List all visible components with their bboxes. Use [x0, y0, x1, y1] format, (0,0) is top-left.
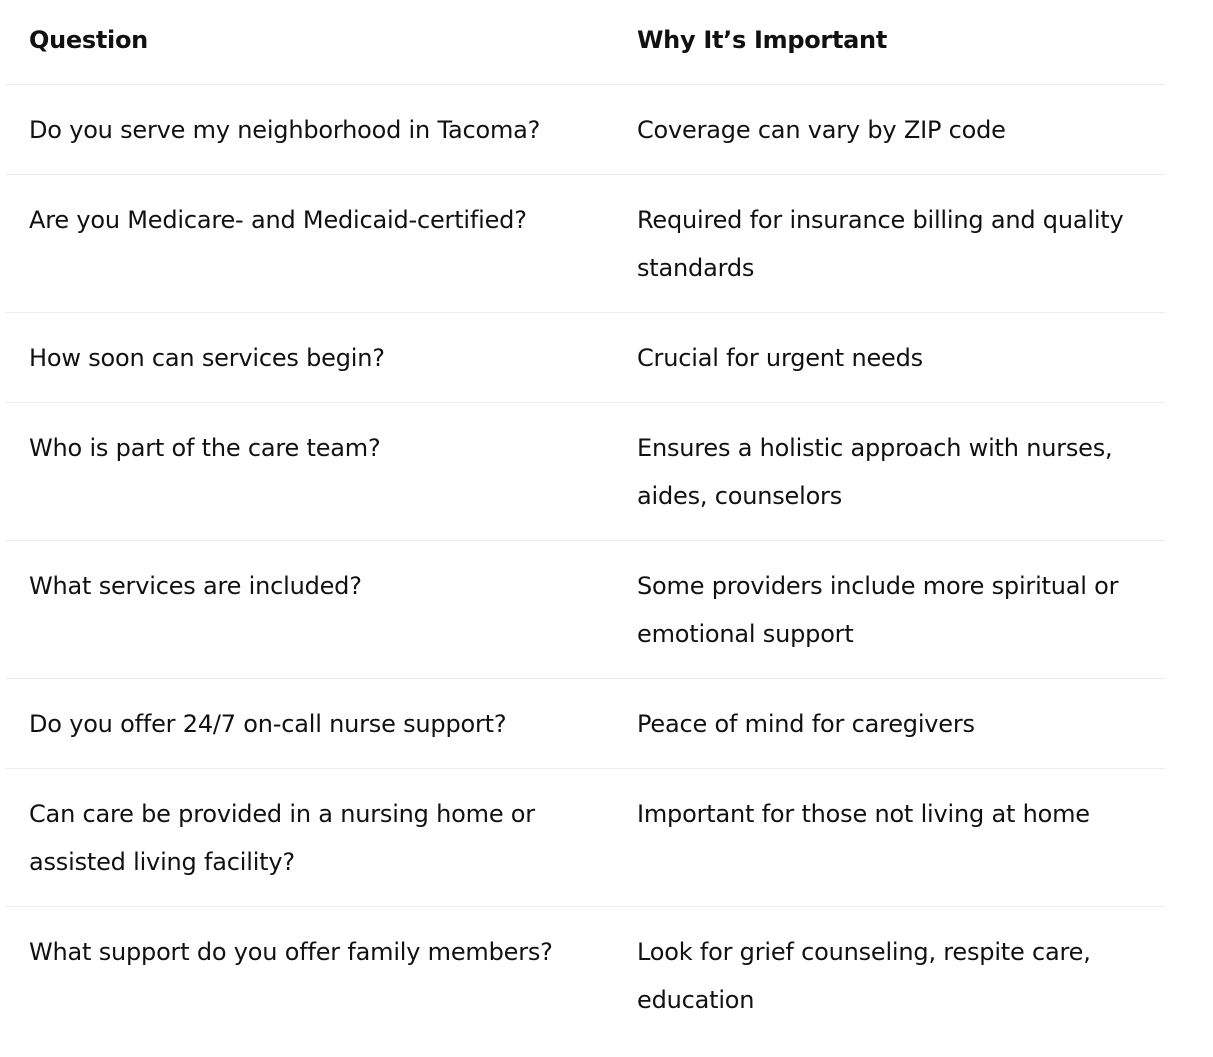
question-cell: What support do you offer family members? — [29, 938, 553, 966]
header-question: Question — [29, 26, 148, 54]
question-cell: What services are included? — [29, 572, 362, 600]
table-row — [5, 769, 1165, 907]
why-cell: Coverage can vary by ZIP code — [637, 116, 1006, 144]
table-row — [5, 313, 1165, 403]
questions-table — [5, 0, 1165, 1045]
why-cell: Required for insurance billing and quality standards — [637, 206, 1124, 282]
table-row — [5, 175, 1165, 313]
why-cell: Important for those not living at home — [637, 800, 1090, 828]
table-row — [5, 85, 1165, 175]
why-cell: Some providers include more spiritual or emotional support — [637, 572, 1119, 648]
table-row — [5, 679, 1165, 769]
question-cell: Who is part of the care team? — [29, 434, 381, 462]
why-cell: Peace of mind for caregivers — [637, 710, 975, 738]
why-cell: Look for grief counseling, respite care, education — [637, 938, 1091, 1014]
table-row — [5, 541, 1165, 679]
table-header-row — [5, 0, 1165, 85]
table-row — [5, 403, 1165, 541]
question-cell: Do you serve my neighborhood in Tacoma? — [29, 116, 541, 144]
header-why-important: Why It’s Important — [637, 26, 887, 54]
question-cell: How soon can services begin? — [29, 344, 385, 372]
table-row — [5, 907, 1165, 1045]
question-cell: Can care be provided in a nursing home or assisted living facility? — [29, 800, 535, 876]
question-cell: Do you offer 24/7 on-call nurse support? — [29, 710, 507, 738]
question-cell: Are you Medicare- and Medicaid-certified? — [29, 206, 527, 234]
why-cell: Crucial for urgent needs — [637, 344, 923, 372]
why-cell: Ensures a holistic approach with nurses, aides, counselors — [637, 434, 1113, 510]
